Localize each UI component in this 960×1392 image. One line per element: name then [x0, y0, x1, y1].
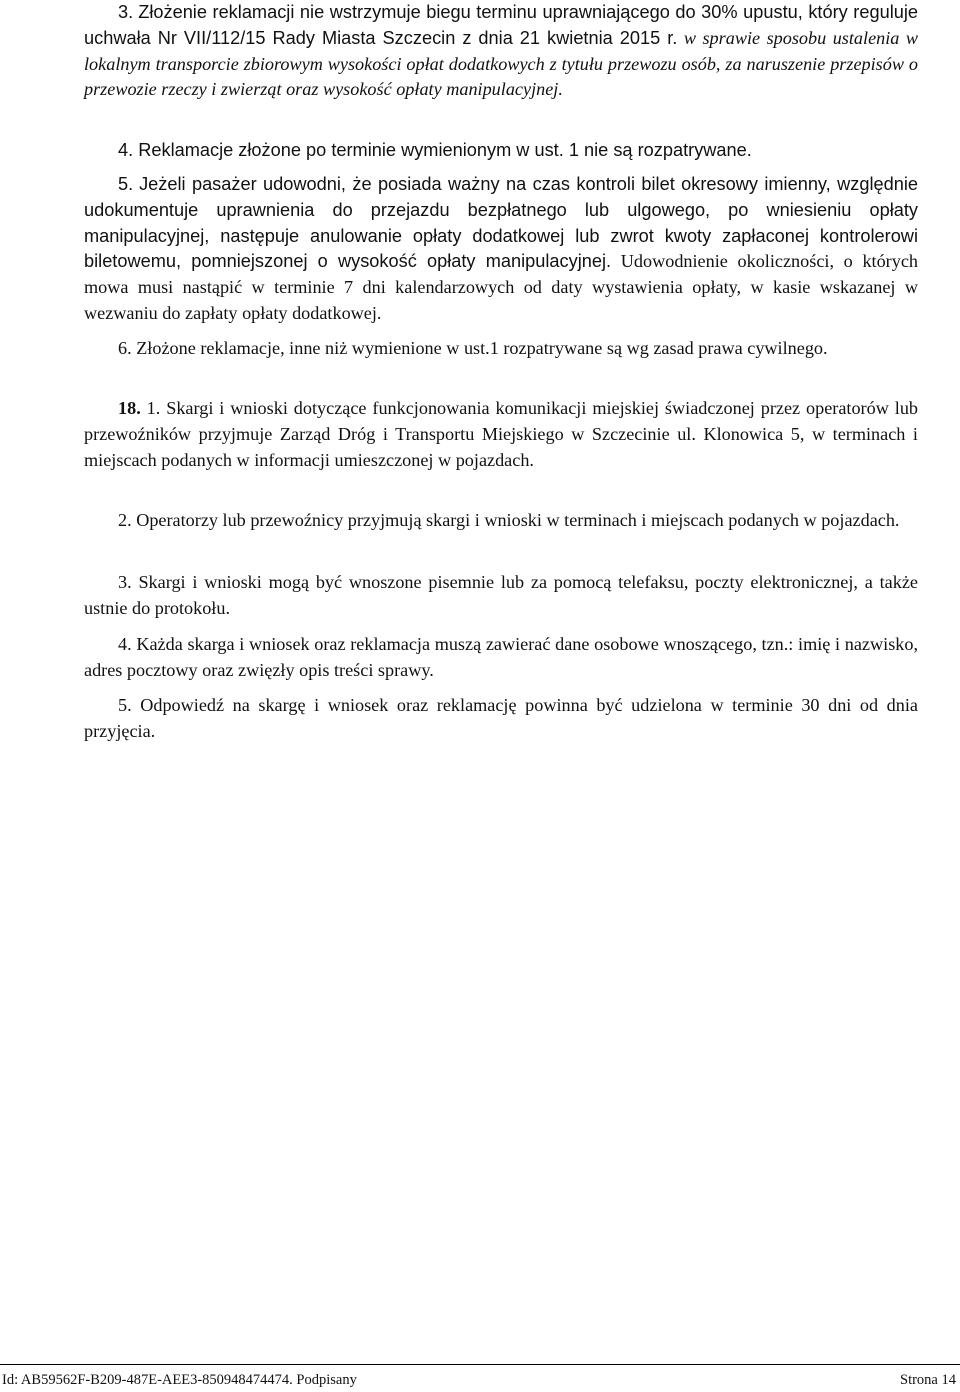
paragraph-3 [84, 0, 918, 103]
paragraph-number: 6. [118, 338, 132, 358]
paragraph-text: Operatorzy lub przewoźnicy przyjmują skargi i wnioski w terminach i miejscach podanych w pojazdach. [136, 510, 900, 530]
paragraph-text: Reklamacje złożone po terminie wymienionym w ust. 1 nie są rozpatrywane. [138, 140, 752, 160]
paragraph-text: Skargi i wnioski dotyczące funkcjonowania komunikacji miejskiej świadczonej przez operatorów lub przewoźników przyjmuje Zarząd Dróg i Transportu Miejskiego w Szczecinie ul. Klonowica 5, w terminach i miejscach podanych w informacji umieszczonej w pojazdach. [84, 398, 919, 470]
paragraph-text: Złożone reklamacje, inne niż wymienione w ust.1 rozpatrywane są wg zasad prawa cywilnego. [136, 338, 828, 358]
page-number: Strona 14 [900, 1372, 956, 1388]
paragraph-text-italic: w sprawie sposobu ustalenia w lokalnym transporcie zbiorowym wysokości opłat dodatkowych z tytułu przewozu osób, za naruszenie przepisów o przewozie rzeczy i zwierząt oraz wysokość opłaty manipulacyjnej. [84, 27, 919, 100]
paragraph-4 [84, 138, 752, 164]
section-18-paragraph-3 [84, 570, 918, 622]
paragraph-number: 1. [146, 398, 161, 418]
document-id: Id: AB59562F-B209-487E-AEE3-850948474474. Podpisany [2, 1372, 357, 1388]
paragraph-6 [84, 336, 828, 362]
paragraph-text-serif: Udowodnienie okoliczności, o których mowa musi nastąpić w terminie 7 dni kalendarzowych od daty wystawienia opłaty, w kasie wskazanej w wezwaniu do zapłaty opłaty dodatkowej. [84, 251, 919, 323]
section-18-paragraph-1 [84, 396, 918, 473]
paragraph-number: 4. [118, 634, 132, 654]
paragraph-number: 2. [118, 510, 132, 530]
paragraph-number: 3. [118, 2, 134, 22]
section-18-paragraph-5 [84, 693, 918, 745]
paragraph-number: 3. [118, 572, 132, 592]
paragraph-text: Skargi i wnioski mogą być wnoszone pisemnie lub za pomocą telefaksu, poczty elektronicznej, a także ustnie do protokołu. [84, 572, 918, 618]
section-number: 18. [118, 398, 141, 418]
paragraph-text: Złożenie reklamacji nie wstrzymuje biegu terminu uprawniającego do 30% upustu, który reguluje uchwała Nr VII/112/15 Rady Miasta Szczecin z dnia 21 kwietnia 2015 r. [84, 2, 919, 48]
paragraph-number: 5. [118, 174, 134, 194]
paragraph-5 [84, 172, 918, 327]
page-footer [0, 1364, 960, 1392]
section-18-paragraph-4 [84, 632, 918, 684]
paragraph-text: Jeżeli pasażer udowodni, że posiada ważny na czas kontroli bilet okresowy imienny, względnie udokumentuje uprawnienia do przejazdu bezpłatnego lub ulgowego, po wniesieniu opłaty manipulacyjnej, następuje anulowanie opłaty dodatkowej lub zwrot kwoty zapłaconej kontrolerowi biletowemu, pomniejszonej o wysokość opłaty manipulacyjnej. [84, 174, 918, 272]
paragraph-text: Każda skarga i wniosek oraz reklamacja muszą zawierać dane osobowe wnoszącego, tzn.: imię i nazwisko, adres pocztowy oraz zwięzły opis treści sprawy. [84, 634, 919, 680]
paragraph-number: 4. [118, 140, 134, 160]
section-18-paragraph-2 [84, 508, 899, 534]
paragraph-text: Odpowiedź na skargę i wniosek oraz reklamację powinna być udzielona w terminie 30 dni od dnia przyjęcia. [84, 695, 918, 741]
paragraph-number: 5. [118, 695, 132, 715]
